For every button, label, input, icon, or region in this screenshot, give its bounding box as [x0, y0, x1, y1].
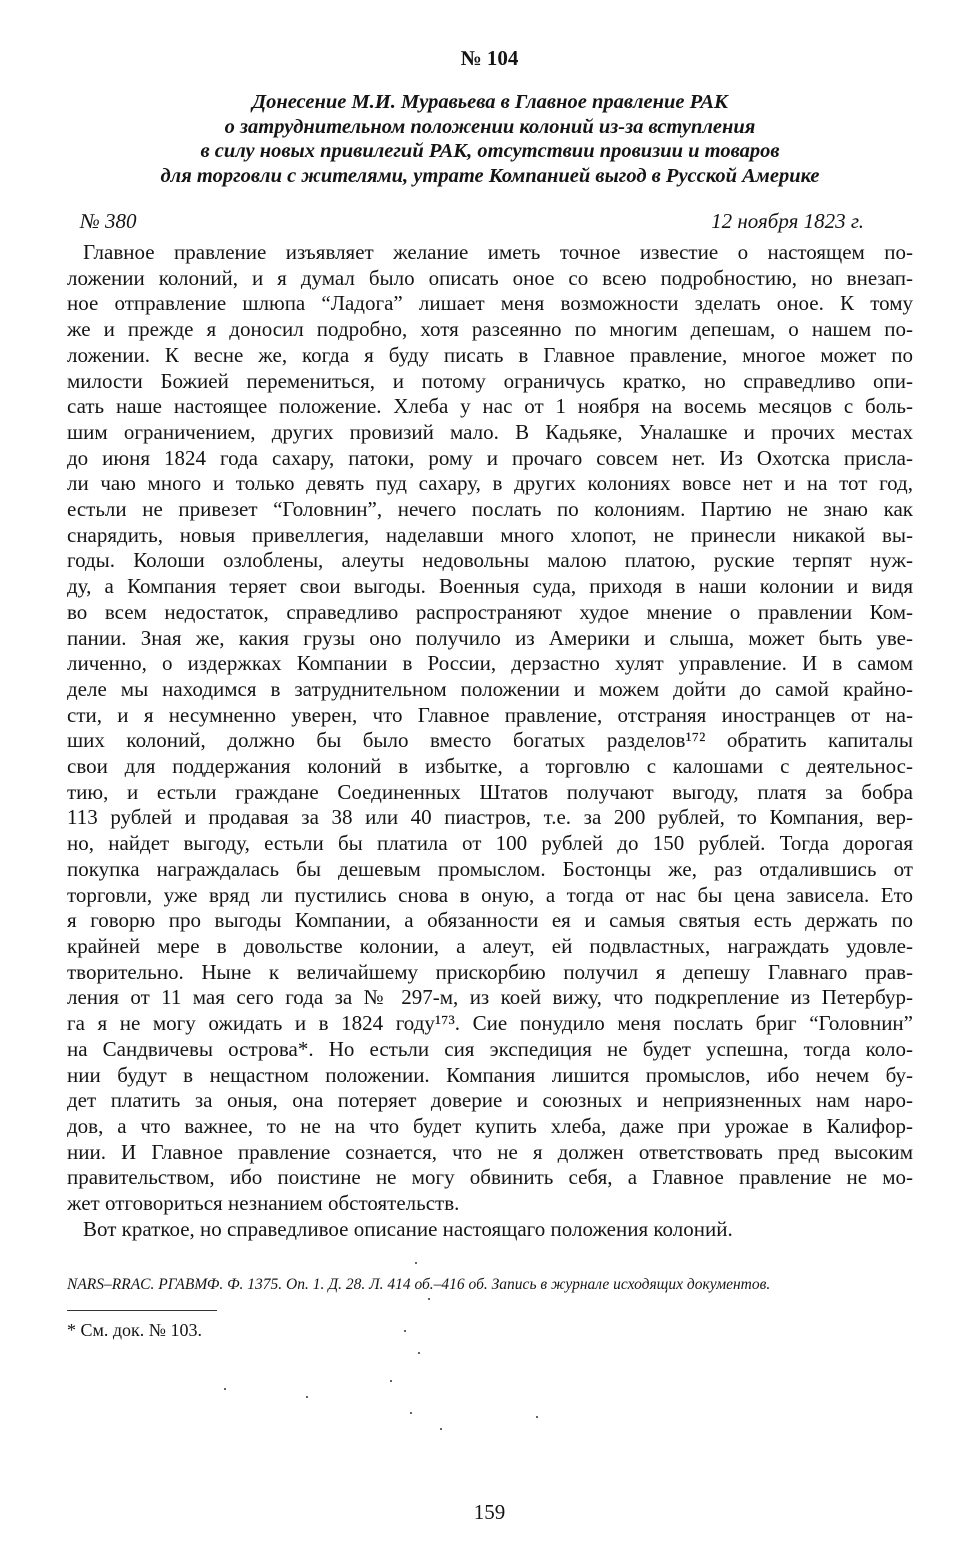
- paragraph-closing: [67, 1217, 913, 1243]
- body-line: покупка награждалась бы дешевым промыслом. Бостонцы же, раз отдалившись от: [67, 856, 913, 881]
- body-line: но, найдет выгоду, естьли бы платила от 100 рублей до 150 рублей. Тогда дорогая: [67, 831, 913, 856]
- body-line: ления от 11 мая сего года за № 297-м, из коей вижу, что подкрепление из Петербур-: [67, 985, 913, 1010]
- scan-speck: [536, 1416, 538, 1418]
- body-line: ложении колоний, и я думал было описать оное со всею подробностию, но внезап-: [67, 265, 913, 290]
- scan-speck: [440, 1428, 442, 1430]
- scan-speck: [390, 1380, 392, 1382]
- body-line: свои для поддержания колоний в избытке, а торговлю с калошами с деятельнос-: [67, 754, 913, 779]
- body-line: нии. И Главное правление сознается, что не я должен ответствовать пред высоким: [67, 1139, 913, 1164]
- document-title: [60, 90, 920, 188]
- body-line: ное отправление шлюпа “Ладога” лишает меня возможности зделать оное. К тому: [67, 291, 913, 316]
- footnote-divider: [67, 1310, 217, 1311]
- body-line: дет платить за оныя, она потеряет доверие и союзных и неприязненных нам наро-: [67, 1088, 913, 1113]
- title-line: Донесение М.И. Муравьева в Главное правление РАК: [252, 91, 728, 113]
- body-line: деле мы находимся в затруднительном положении и можем дойти до самой крайно-: [67, 676, 913, 701]
- body-line: Главное правление изъявляет желание иметь точное известие о настоящем по-: [83, 240, 913, 264]
- body-line: правительством, ибо поистине не могу обвинить себя, а Главное правление не мо-: [67, 1165, 913, 1190]
- body-line: га я не могу ожидать и в 1824 году¹⁷³. Сие понудило меня послать бриг “Головнин”: [67, 1011, 913, 1036]
- body-line: пании. Зная же, какия грузы оно получило из Америки и слыша, может быть уве-: [67, 625, 913, 650]
- body-line: тию, и естьли граждане Соединенных Штатов получают выгоду, платя за бобра: [67, 779, 913, 804]
- body-line: ших колоний, должно бы было вместо богатых разделов¹⁷² обратить капиталы: [67, 728, 913, 753]
- body-line: же и прежде я доносил подробно, хотя разсеянно по многим депешам, о нашем по-: [67, 317, 913, 342]
- body-line: ложении. К весне же, когда я буду писать в Главное правление, многое может по: [67, 342, 913, 367]
- registration-number: № 380: [80, 209, 137, 233]
- body-line: торговли, уже вряд ли пустились снова в оную, а тогда от нас бы цена зависела. Ето: [67, 882, 913, 907]
- body-line: творительно. Ныне к величайшему прискорбию получил я депешу Главнаго прав-: [67, 959, 913, 984]
- page-number: 159: [473, 1500, 506, 1524]
- source-citation: NARS–RRAC. РГАВМФ. Ф. 1375. Оп. 1. Д. 28. Л. 414 об.–416 об. Запись в журнале исходящих документов.: [67, 1276, 771, 1293]
- body-line: снарядить, новыя привеллегия, наделавши много хлопот, не принесли никакой вы-: [67, 522, 913, 547]
- closing-line: Вот краткое, но справедливое описание настоящаго положения колоний.: [83, 1216, 733, 1241]
- body-line: крайней мере в довольстве колонии, а алеут, ей подвластных, награждать удовле-: [67, 933, 913, 958]
- body-line: сать наше настоящее положение. Хлеба у нас от 1 ноября на восемь месяцов с боль-: [67, 394, 913, 419]
- scan-speck: [404, 1330, 406, 1332]
- body-line: личенно, о издержках Компании в России, дерзастно хулят управление. И в самом: [67, 651, 913, 676]
- body-line: на Сандвичевы острова*. Но естьли сия экспедиция не будет успешна, тогда коло-: [67, 1036, 913, 1061]
- scan-speck: [410, 1412, 412, 1414]
- scan-speck: [415, 1262, 417, 1264]
- footnote: * См. док. № 103.: [67, 1320, 202, 1340]
- body-line: я говорю про выгоды Компании, а обязанности ея и самыя святыя есть держать по: [67, 908, 913, 933]
- scan-speck: [428, 1298, 430, 1300]
- scan-speck: [224, 1388, 226, 1390]
- document-date: 12 ноября 1823 г.: [711, 209, 864, 233]
- body-line: естьли не привезет “Головнин”, нечего послать по колониям. Партию не знаю как: [67, 497, 913, 522]
- paragraph-main: [67, 240, 913, 1217]
- title-line: для торговли с жителями, утрате Компанией выгод в Русской Америке: [160, 164, 820, 187]
- body-line: во всем недостаток, справедливо распространяют худое мнение о правлении Ком-: [67, 599, 913, 624]
- title-line: о затруднительном положении колоний из-за вступления: [224, 115, 756, 138]
- body-line: годы. Колоши озлоблены, алеуты недовольны малою платою, руские терпят нуж-: [67, 548, 913, 573]
- body-line: дов, а что важнее, то не на что будет купить хлеба, даже при урожае в Калифор-: [67, 1113, 913, 1138]
- body-line: ли чаю много и только девять пуд сахару, в других колониях вовсе нет и на тот год,: [67, 471, 913, 496]
- body-line: жет отговориться незнанием обстоятельств.: [67, 1191, 460, 1216]
- scan-speck: [418, 1352, 420, 1354]
- body-line: до июня 1824 года сахару, патоки, рому и прочаго совсем нет. Из Охотска присла-: [67, 445, 913, 470]
- body-line: нии будут в нещастном положении. Компания лишится промыслов, ибо нечем бу-: [67, 1062, 913, 1087]
- scan-speck: [306, 1396, 308, 1398]
- document-meta: [80, 205, 864, 237]
- body-line: 113 рублей и продавая за 38 или 40 пиастров, т.е. за 200 рублей, то Компания, вер-: [67, 805, 913, 830]
- body-line: шим ограничением, других провизий мало. В Кадьяке, Уналашке и прочих местах: [67, 419, 913, 444]
- body-line: ду, а Компания теряет свои выгоды. Военныя суда, приходя в наши колонии и видя: [67, 574, 913, 599]
- body-line: сти, и я несумненно уверен, что Главное правление, отстраняя иностранцев от на-: [67, 702, 913, 727]
- document-number: № 104: [460, 46, 519, 70]
- title-line: в силу новых привилегий РАК, отсутствии провизии и товаров: [200, 140, 780, 162]
- body-line: милости Божией перемениться, и потому ограничусь кратко, но справедливо опи-: [67, 368, 913, 393]
- document-body: [67, 240, 913, 1242]
